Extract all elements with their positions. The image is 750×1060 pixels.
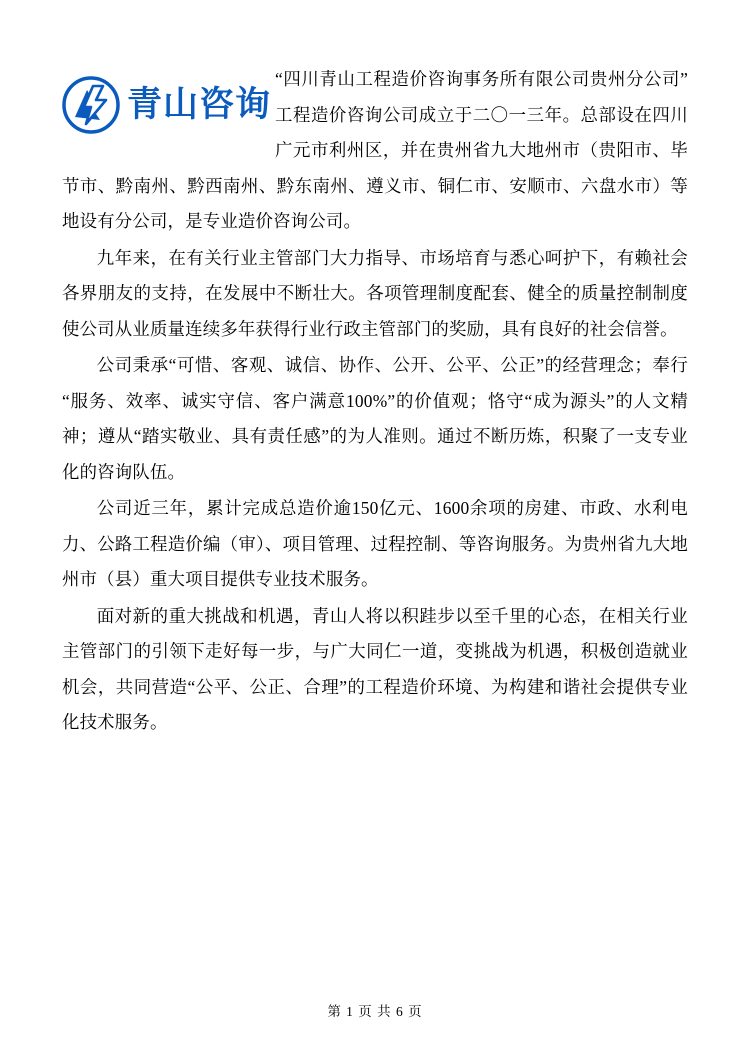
- paragraph-1: “四川青山工程造价咨询事务所有限公司贵州分公司”工程造价咨询公司成立于二〇一三年。总部设在四川广元市利州区，并在贵州省九大地州市（贵阳市、毕节市、黔南州、黔西南州、黔东南州、遵义市、铜仁市、安顺市、六盘水市）等地设有分公司，是专业造价咨询公司。: [62, 69, 688, 231]
- company-logo-text: 青山咨询: [127, 84, 272, 125]
- company-logo: [62, 74, 272, 136]
- document-header: [62, 62, 688, 240]
- paragraph-5: 面对新的重大挑战和机遇，青山人将以积跬步以至千里的心态，在相关行业主管部门的引领下走好每一步，与广大同仁一道，变挑战为机遇，积极创造就业机会，共同营造“公平、公正、合理”的工程造价环境、为构建和谐社会提供专业化技术服务。: [62, 605, 688, 732]
- mountain-lightning-logo-icon: [62, 76, 120, 134]
- document-body: [62, 241, 688, 741]
- paragraph-3: 公司秉承“可惜、客观、诚信、协作、公开、公平、公正”的经营理念；奉行“服务、效率、诚实守信、客户满意100%”的价值观；恪守“成为源头”的人文精神；遵从“踏实敬业、具有责任感”的为人准则。通过不断历炼，积聚了一支专业化的咨询队伍。: [62, 355, 688, 482]
- paragraph-4: 公司近三年，累计完成总造价逾150亿元、1600余项的房建、市政、水利电力、公路工程造价编（审）、项目管理、过程控制、等咨询服务。为贵州省九大地州市（县）重大项目提供专业技术服务。: [62, 498, 688, 589]
- paragraph-2: 九年来，在有关行业主管部门大力指导、市场培育与悉心呵护下，有赖社会各界朋友的支持，在发展中不断壮大。各项管理制度配套、健全的质量控制制度使公司从业质量连续多年获得行业行政主管部门的奖励，具有良好的社会信誉。: [62, 247, 688, 339]
- page-footer: 第 1 页 共 6 页: [327, 1004, 423, 1019]
